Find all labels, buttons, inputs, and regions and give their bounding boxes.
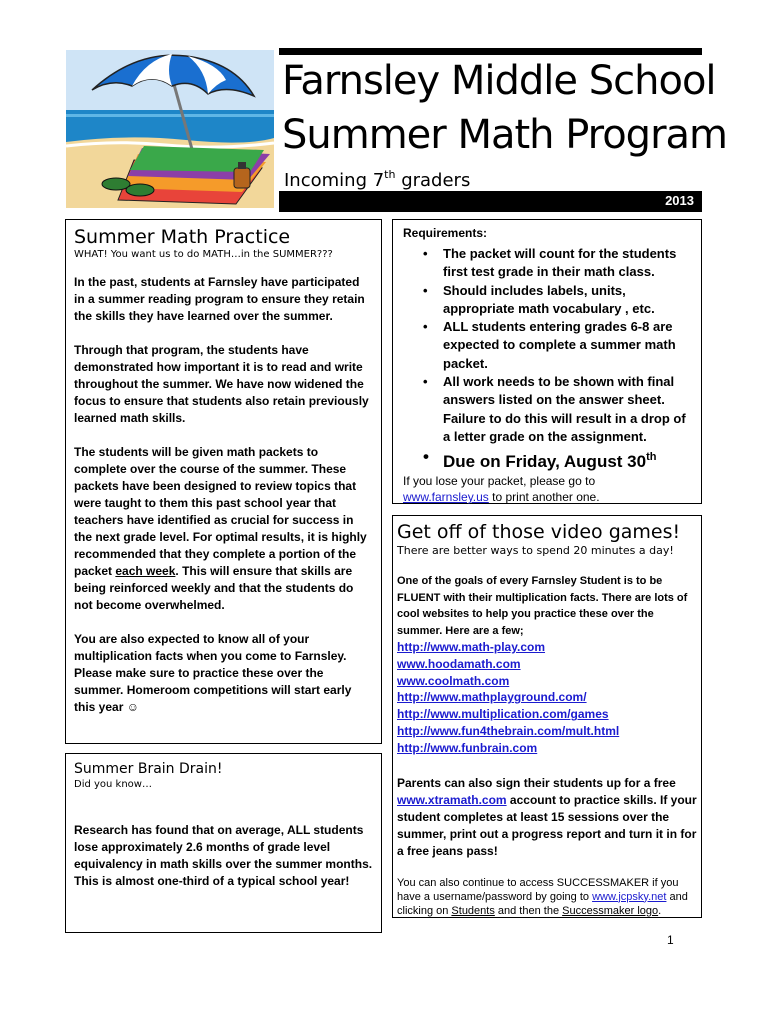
school-title: Farnsley Middle School	[282, 58, 716, 104]
requirement-item: • ALL students entering grades 6-8 are expected to complete a summer math packet.	[443, 318, 693, 373]
brain-drain-paragraph: Research has found that on average, ALL students lose approximately 2.6 months of grade level equivalency in math skills over the summer months. This is almost one-third of a typical school year!	[74, 823, 373, 888]
requirements-list	[403, 245, 693, 446]
website-link[interactable]: http://www.mathplayground.com/	[397, 690, 587, 705]
year-label: 2013	[665, 193, 694, 208]
beach-umbrella-illustration	[66, 50, 274, 208]
parents-paragraph: Parents can also sign their students up for a free www.xtramath.com account to practice skills. If your student completes at least 15 sessions over the summer, print out a progress report and turn it in for a free jeans pass!	[397, 775, 697, 858]
year-bar	[279, 191, 702, 212]
summer-math-practice-box	[65, 219, 382, 744]
grade-subtitle: Incoming 7th graders	[284, 168, 471, 191]
brain-drain-box	[65, 753, 382, 933]
practice-paragraph-3: The students will be given math packets to complete over the course of the summer. These packets have been designed to review topics that were taught to them this past school year that teachers have identified as crucial for success in the next grade level. For optimal results, it is highly recommended that they complete a portion of the packet each week. This will ensure that skills are being reinforced weekly and that the students do not become overwhelmed.	[74, 445, 367, 612]
jcpsky-link[interactable]: www.jcpsky.net	[592, 890, 667, 903]
requirement-item: • All work needs to be shown with final answers listed on the answer sheet. Failure to do this will result in a drop of a letter grade on the assignment.	[443, 373, 693, 446]
farnsley-link[interactable]: www.farnsley.us	[403, 490, 489, 505]
page-number: 1	[667, 933, 674, 947]
practice-paragraph-1: In the past, students at Farnsley have participated in a summer reading program to ensure they retain the skills they have learned over the summer.	[74, 275, 365, 323]
requirements-heading: Requirements:	[403, 226, 488, 240]
brain-drain-heading: Summer Brain Drain!	[74, 761, 223, 777]
website-link[interactable]: www.coolmath.com	[397, 673, 510, 688]
xtramath-link[interactable]: www.xtramath.com	[397, 792, 507, 807]
games-intro: One of the goals of every Farnsley Student is to be FLUENT with their multiplication facts. There are lots of cool websites to help you practice these over the summer. Here are a few;	[397, 575, 688, 637]
website-link[interactable]: www.hoodamath.com	[397, 656, 521, 671]
requirement-item: • The packet will count for the students first test grade in their math class.	[443, 245, 693, 282]
games-tagline: There are better ways to spend 20 minutes a day!	[397, 544, 674, 557]
requirement-item: • Should includes labels, units, appropriate math vocabulary , etc.	[443, 282, 693, 319]
practice-tagline: WHAT! You want us to do MATH…in the SUMMER???	[74, 249, 333, 260]
video-games-box	[392, 515, 702, 918]
program-title: Summer Math Program	[282, 112, 727, 158]
website-link[interactable]: http://www.multiplication.com/games	[397, 707, 609, 722]
practice-paragraph-4: You are also expected to know all of your multiplication facts when you come to Farnsley. Please make sure to practice these over the summer. Homeroom competitions will start early this year ☺	[74, 632, 352, 714]
practice-heading: Summer Math Practice	[74, 226, 291, 248]
website-link[interactable]: http://www.math-play.com	[397, 640, 546, 654]
website-link[interactable]: http://www.funbrain.com	[397, 740, 538, 755]
brain-drain-tagline: Did you know…	[74, 779, 152, 790]
requirements-box	[392, 219, 702, 504]
due-date: • Due on Friday, August 30th	[403, 446, 693, 473]
practice-paragraph-2: Through that program, the students have demonstrated how important it is to read and write throughout the summer. We have now widened the focus to ensure that students also retain previously learned math skills.	[74, 343, 369, 425]
website-links	[397, 639, 697, 757]
header-rule	[279, 48, 702, 55]
lost-packet-note: If you lose your packet, please go to www.farnsley.us to print another one.	[403, 474, 600, 505]
games-heading: Get off of those video games!	[397, 521, 681, 543]
successmaker-paragraph: You can also continue to access SUCCESSMAKER if you have a username/password by going to www.jcpsky.net and clicking on Students and then the Successmaker logo.	[397, 876, 688, 917]
website-link[interactable]: http://www.fun4thebrain.com/mult.html	[397, 723, 620, 738]
